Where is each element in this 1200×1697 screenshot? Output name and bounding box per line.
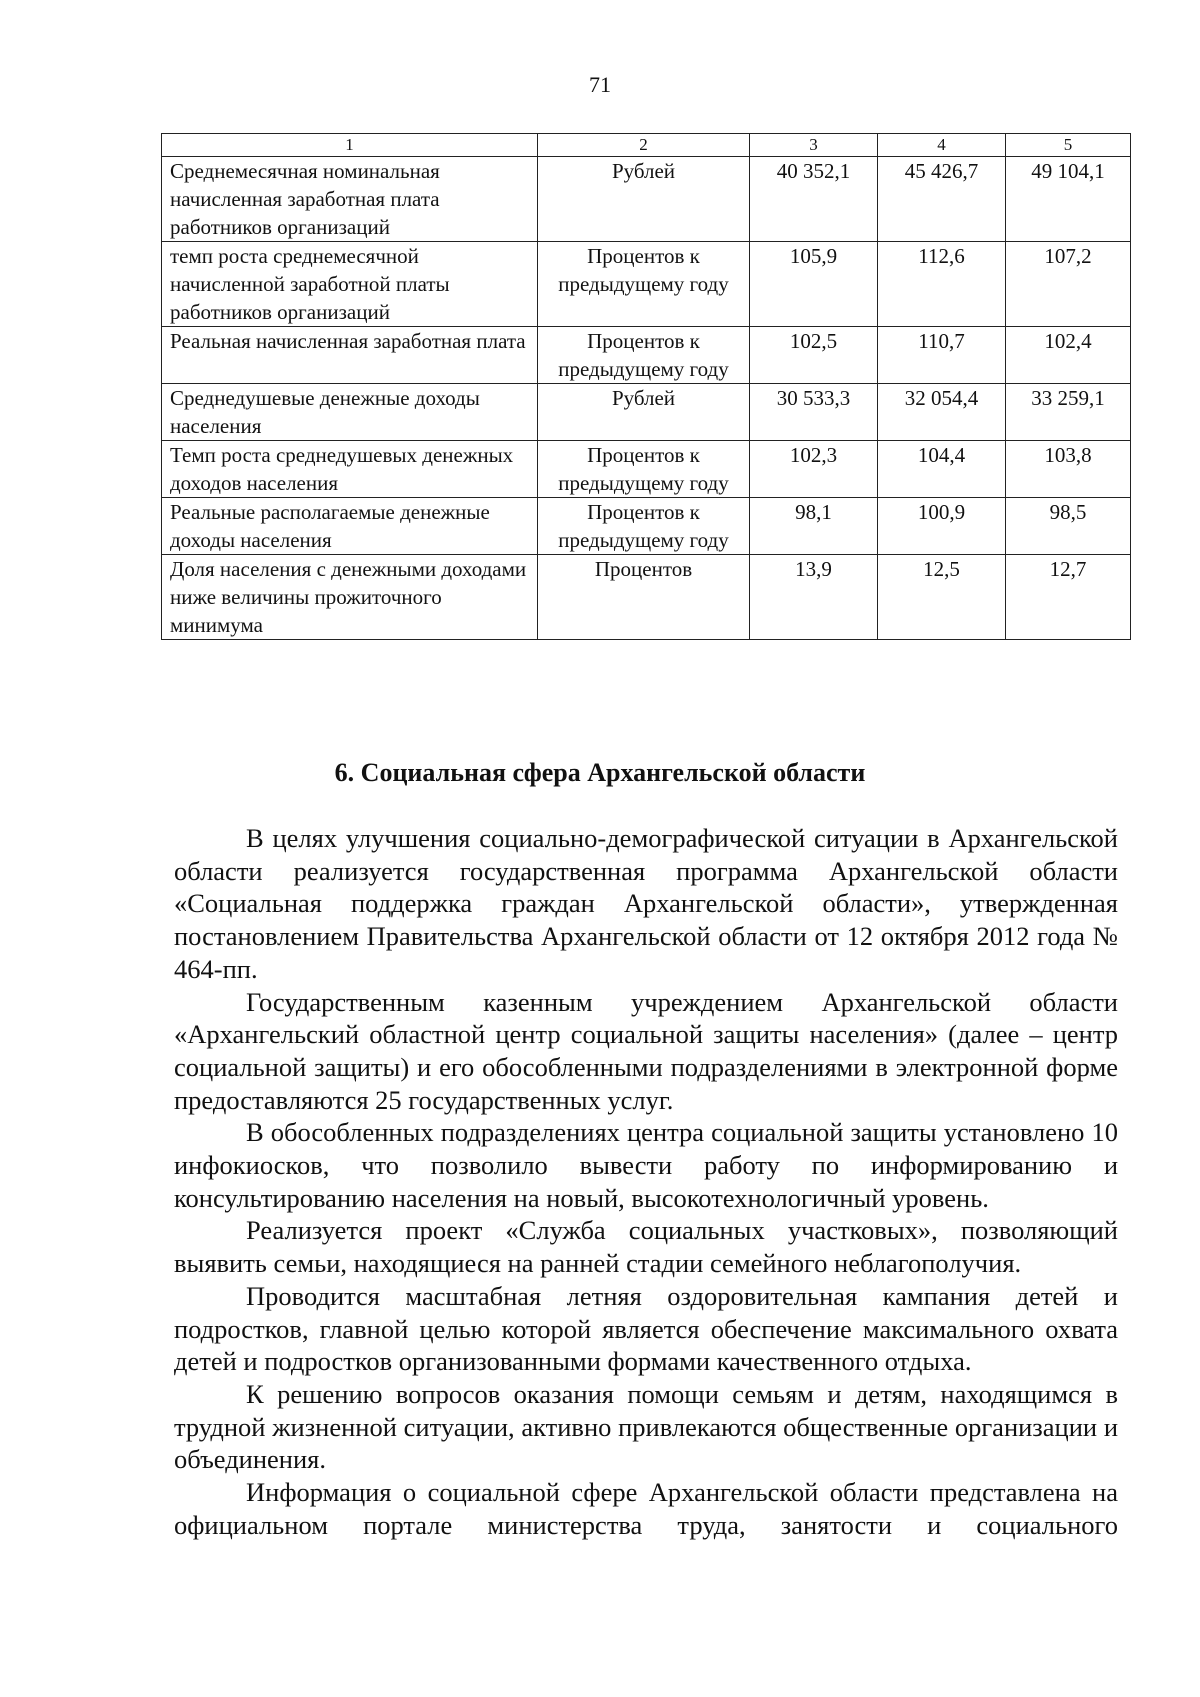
column-number: 4 — [878, 134, 1006, 157]
value-cell: 103,8 — [1006, 441, 1131, 498]
column-number: 2 — [538, 134, 750, 157]
unit-cell: Процентов к предыдущему году — [538, 498, 750, 555]
indicator-cell: Реальная начисленная заработная плата — [162, 327, 538, 384]
unit-cell: Процентов к предыдущему году — [538, 441, 750, 498]
value-cell: 12,5 — [878, 555, 1006, 640]
unit-cell: Процентов к предыдущему году — [538, 242, 750, 327]
table-row — [162, 441, 1131, 498]
value-cell: 40 352,1 — [750, 157, 878, 242]
unit-cell: Рублей — [538, 157, 750, 242]
value-cell: 100,9 — [878, 498, 1006, 555]
column-number: 3 — [750, 134, 878, 157]
value-cell: 98,1 — [750, 498, 878, 555]
income-indicators-table — [161, 133, 1131, 640]
value-cell: 107,2 — [1006, 242, 1131, 327]
value-cell: 102,3 — [750, 441, 878, 498]
value-cell: 32 054,4 — [878, 384, 1006, 441]
value-cell: 33 259,1 — [1006, 384, 1131, 441]
value-cell: 12,7 — [1006, 555, 1131, 640]
value-cell: 105,9 — [750, 242, 878, 327]
paragraph: Проводится масштабная летняя оздоровительная кампания детей и подростков, главной целью которой является обеспечение максимального охвата детей и подростков организованными формами качественного отдыха. — [174, 1280, 1118, 1377]
value-cell: 104,4 — [878, 441, 1006, 498]
paragraph: Информация о социальной сфере Архангельской области представлена на официальном портале министерства труда, занятости и социального — [174, 1477, 1118, 1540]
value-cell: 45 426,7 — [878, 157, 1006, 242]
section-body — [174, 822, 1118, 1541]
unit-cell: Процентов к предыдущему году — [538, 327, 750, 384]
column-number-row — [162, 134, 1131, 157]
table-row — [162, 242, 1131, 327]
paragraph: В целях улучшения социально-демографической ситуации в Архангельской области реализуется государственная программа Архангельской области «Социальная поддержка граждан Архангельской области», утвержденная постановлением Правительства Архангельской области от 12 октября 2012 года № 464-пп. — [174, 823, 1118, 984]
value-cell: 102,5 — [750, 327, 878, 384]
indicator-cell: темп роста среднемесячной начисленной заработной платы работников организаций — [162, 242, 538, 327]
value-cell: 49 104,1 — [1006, 157, 1131, 242]
indicator-cell: Реальные располагаемые денежные доходы населения — [162, 498, 538, 555]
unit-cell: Процентов — [538, 555, 750, 640]
table-row — [162, 384, 1131, 441]
paragraph: К решению вопросов оказания помощи семьям и детям, находящимся в трудной жизненной ситуации, активно привлекаются общественные организации и объединения. — [174, 1378, 1118, 1475]
paragraph: Реализуется проект «Служба социальных участковых», позволяющий выявить семьи, находящиеся на ранней стадии семейного неблагополучия. — [174, 1215, 1118, 1279]
unit-cell: Рублей — [538, 384, 750, 441]
column-number: 1 — [162, 134, 538, 157]
table-row — [162, 555, 1131, 640]
section-title: 6. Социальная сфера Архангельской области — [334, 758, 866, 787]
value-cell: 102,4 — [1006, 327, 1131, 384]
indicator-cell: Доля населения с денежными доходами ниже величины прожиточного минимума — [162, 555, 538, 640]
table-row — [162, 327, 1131, 384]
indicator-cell: Темп роста среднедушевых денежных доходов населения — [162, 441, 538, 498]
column-number: 5 — [1006, 134, 1131, 157]
table-row — [162, 157, 1131, 242]
paragraph: В обособленных подразделениях центра социальной защиты установлено 10 инфокиосков, что позволило вывести работу по информированию и консультированию населения на новый, высокотехнологичный уровень. — [174, 1117, 1118, 1213]
value-cell: 13,9 — [750, 555, 878, 640]
page-number: 71 — [589, 72, 611, 97]
paragraph: Государственным казенным учреждением Архангельской области «Архангельский областной центр социальной защиты населения» (далее – центр социальной защиты) и его обособленными подразделениями в электронной форме предоставляются 25 государственных услуг. — [174, 986, 1118, 1115]
value-cell: 110,7 — [878, 327, 1006, 384]
indicator-cell: Среднемесячная номинальная начисленная заработная плата работников организаций — [162, 157, 538, 242]
value-cell: 30 533,3 — [750, 384, 878, 441]
indicator-cell: Среднедушевые денежные доходы населения — [162, 384, 538, 441]
value-cell: 98,5 — [1006, 498, 1131, 555]
value-cell: 112,6 — [878, 242, 1006, 327]
table-row — [162, 498, 1131, 555]
